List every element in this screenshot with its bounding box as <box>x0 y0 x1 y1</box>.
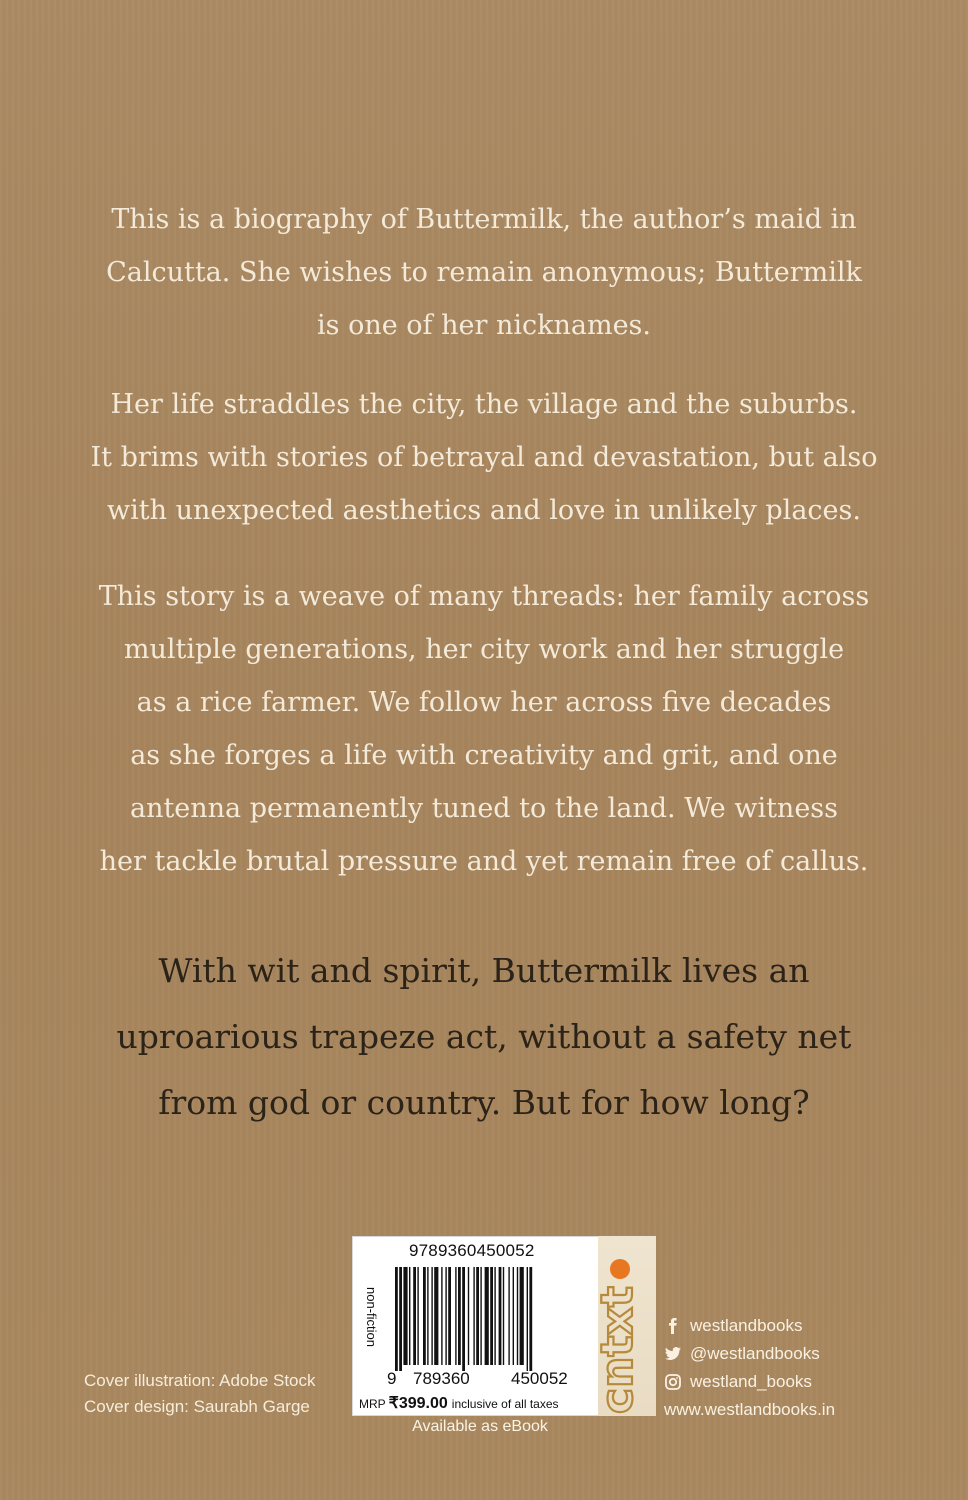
blurb-paragraph-1 <box>90 193 878 352</box>
blurb-line: is one of her nicknames. <box>317 310 651 341</box>
barcode-bar <box>441 1267 442 1365</box>
barcode-bar <box>490 1267 493 1365</box>
blurb-line: as she forges a life with creativity and grit, and one <box>130 740 838 771</box>
ebook-note: Available as eBook <box>412 1418 548 1435</box>
barcode-bar <box>468 1267 469 1365</box>
blurb-paragraph-3 <box>90 570 878 888</box>
barcode-bar <box>399 1267 402 1371</box>
twitter-icon <box>664 1345 682 1363</box>
credits <box>84 1368 316 1420</box>
tagline <box>90 938 878 1136</box>
instagram-icon <box>664 1373 682 1391</box>
barcode-bar <box>409 1267 410 1365</box>
logo-wordmark: cntxt <box>592 1286 643 1414</box>
tagline-line: uproarious trapeze act, without a safety net <box>116 1017 852 1056</box>
price-value: ₹399.00 <box>388 1395 448 1412</box>
barcode-bar <box>485 1267 489 1365</box>
barcode-bar <box>517 1267 518 1365</box>
barcode-bar <box>480 1267 481 1365</box>
mrp-label: MRP <box>359 1397 386 1411</box>
barcode-bar <box>529 1267 532 1371</box>
barcode-bar <box>403 1267 407 1365</box>
cntxt-logo-icon <box>592 1236 656 1416</box>
barcode-bar <box>458 1267 461 1365</box>
blurb-line: her tackle brutal pressure and yet remain free of callus. <box>99 846 869 877</box>
barcode-bar <box>473 1267 474 1365</box>
price-line <box>359 1393 559 1413</box>
blurb-line: Her life straddles the city, the village and the suburbs. <box>110 389 858 420</box>
barcode-bar <box>520 1267 524 1365</box>
blurb-line: with unexpected aesthetics and love in unlikely places. <box>107 495 861 526</box>
blurb-line: It brims with stories of betrayal and devastation, but also <box>90 442 878 473</box>
barcode-bar <box>445 1267 446 1365</box>
barcode-bar <box>427 1267 428 1365</box>
barcode-bar <box>527 1267 528 1371</box>
barcode-panel <box>352 1236 600 1416</box>
tagline-line: from god or country. But for how long? <box>158 1083 810 1122</box>
barcode-bar <box>417 1267 418 1365</box>
social-instagram[interactable] <box>664 1368 835 1396</box>
category-label: non-fiction <box>364 1287 379 1347</box>
barcode-bar <box>508 1267 509 1365</box>
blurb-line: This story is a weave of many threads: her family across <box>98 581 870 612</box>
blurb-line: multiple generations, her city work and her struggle <box>123 634 845 665</box>
isbn-number: 9789360450052 <box>409 1241 535 1260</box>
social-twitter[interactable] <box>664 1340 835 1368</box>
blurb-line: antenna permanently tuned to the land. We witness <box>129 793 839 824</box>
website-link[interactable] <box>664 1396 835 1424</box>
barcode-icon <box>393 1267 589 1371</box>
blurb-line: Calcutta. She wishes to remain anonymous; Buttermilk <box>106 257 862 288</box>
barcode-bar <box>462 1267 465 1371</box>
barcode-bar <box>423 1267 426 1365</box>
barcode-digit-group-1: 789360 <box>413 1369 470 1388</box>
barcode-bar <box>431 1267 432 1365</box>
facebook-icon <box>664 1317 682 1335</box>
twitter-handle: @westlandbooks <box>690 1344 820 1363</box>
blurb-line: as a rice farmer. We follow her across five decades <box>136 687 832 718</box>
barcode-bar <box>448 1267 451 1365</box>
design-credit: Cover design: Saurabh Garge <box>84 1397 310 1416</box>
social-links <box>664 1312 835 1424</box>
barcode-bar <box>499 1267 502 1365</box>
barcode-bar <box>413 1267 416 1365</box>
illustration-credit: Cover illustration: Adobe Stock <box>84 1371 316 1390</box>
barcode-bar <box>476 1267 479 1365</box>
facebook-handle: westlandbooks <box>690 1316 803 1335</box>
website-url: www.westlandbooks.in <box>664 1400 836 1419</box>
barcode-bar <box>395 1267 398 1371</box>
blurb-line: This is a biography of Buttermilk, the author’s maid in <box>111 204 857 235</box>
barcode-digit-group-2: 450052 <box>511 1369 568 1388</box>
barcode-bar <box>494 1267 495 1365</box>
barcode-bar <box>503 1267 504 1365</box>
social-facebook[interactable] <box>664 1312 835 1340</box>
publisher-logo <box>592 1236 656 1416</box>
blurb-paragraph-2 <box>90 378 878 537</box>
tax-note: inclusive of all taxes <box>451 1397 559 1411</box>
barcode-digit-first: 9 <box>387 1369 397 1388</box>
barcode-bar <box>455 1267 456 1365</box>
instagram-handle: westland_books <box>690 1372 812 1391</box>
barcode-bar <box>513 1267 514 1365</box>
tagline-line: With wit and spirit, Buttermilk lives an <box>158 951 810 990</box>
barcode-bar <box>434 1267 438 1365</box>
